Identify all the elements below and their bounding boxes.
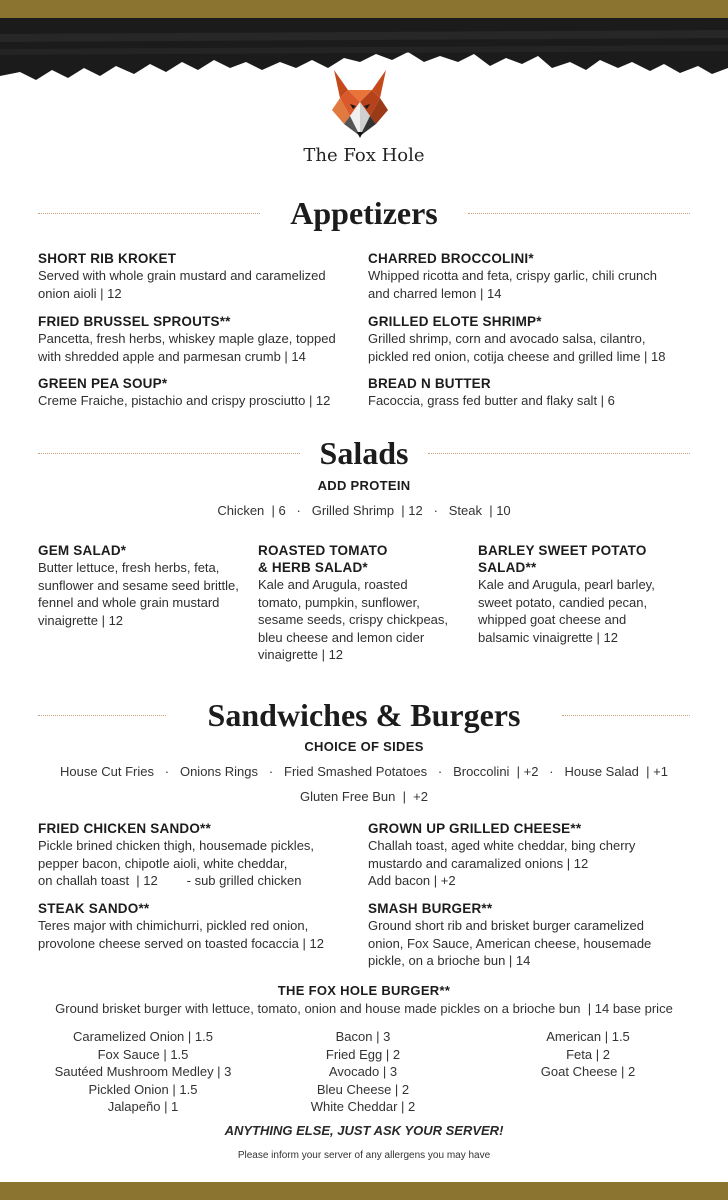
item-description: bleu cheese and lemon cider [258, 629, 425, 645]
item-name: FRIED CHICKEN SANDO** [38, 821, 211, 836]
protein-options: Chicken | 6 · Grilled Shrimp | 12 · Steak | 10 [217, 503, 511, 518]
menu-item [38, 250, 358, 302]
addon-item: White Cheddar | 2 [310, 1099, 416, 1114]
item-description: Grilled shrimp, corn and avocado salsa, cilantro, [368, 331, 646, 346]
item-name: GREEN PEA SOUP* [38, 376, 168, 391]
item-description: Pancetta, fresh herbs, whiskey maple glaze, topped [38, 331, 336, 346]
item-name: GEM SALAD* [38, 543, 127, 558]
item-description: on challah toast | 12 - sub grilled chicken [38, 873, 302, 888]
addon-item: Jalapeño | 1 [107, 1099, 179, 1114]
addon-item: Goat Cheese | 2 [540, 1064, 636, 1079]
brand-name: The Fox Hole [303, 145, 425, 166]
fox-logo-icon [326, 68, 394, 140]
item-description: Kale and Arugula, pearl barley, [478, 577, 655, 592]
item-description: and charred lemon | 14 [368, 285, 502, 301]
item-name: BREAD N BUTTER [368, 376, 491, 391]
item-name: SALAD** [478, 560, 537, 575]
item-description: tomato, pumpkin, sunflower, [258, 594, 420, 610]
addon-item: American | 1.5 [546, 1029, 630, 1044]
gluten-free-option: Gluten Free Bun | +2 [299, 789, 429, 804]
addon-item: Pickled Onion | 1.5 [88, 1081, 198, 1097]
item-description: onion aioli | 12 [38, 285, 122, 301]
menu-item [368, 375, 698, 410]
appetizers-title: Appetizers [290, 195, 438, 231]
sandwiches-title: Sandwiches & Burgers [207, 697, 521, 733]
item-name: GROWN UP GRILLED CHEESE** [368, 821, 582, 836]
item-description: whipped goat cheese and [478, 612, 627, 627]
item-description: Ground short rib and brisket burger caramelized [368, 918, 645, 933]
add-protein-label: ADD PROTEIN [317, 478, 411, 493]
item-description: pepper bacon, chipotle aioli, white cheddar, [38, 855, 288, 871]
addon-item: Bacon | 3 [335, 1029, 391, 1044]
item-description: onion, Fox Sauce, American cheese, housemade [368, 935, 652, 951]
addon-item: Caramelized Onion | 1.5 [73, 1029, 213, 1044]
item-description: with shredded apple and parmesan crumb | 14 [38, 348, 306, 364]
menu-item [368, 313, 698, 365]
menu-item [478, 542, 698, 646]
salads-title: Salads [319, 435, 409, 471]
item-name: FRIED BRUSSEL SPROUTS** [38, 314, 231, 329]
item-description: balsamic vinaigrette | 12 [478, 629, 618, 645]
menu-item [38, 820, 358, 890]
sandwiches-heading [38, 695, 690, 735]
top-gold-border [0, 0, 728, 18]
item-name: SMASH BURGER** [368, 901, 493, 916]
item-name: GRILLED ELOTE SHRIMP* [368, 314, 542, 329]
item-description: sweet potato, candied pecan, [478, 594, 648, 610]
menu-item [38, 542, 248, 629]
addons-column [38, 1028, 248, 1116]
divider-line [428, 453, 690, 454]
item-description: fennel and whole grain mustard [38, 595, 220, 610]
addon-item: Bleu Cheese | 2 [316, 1081, 410, 1097]
addon-item: Feta | 2 [566, 1046, 610, 1062]
item-name: SHORT RIB KROKET [38, 251, 177, 266]
addons-column [258, 1028, 468, 1116]
item-description: Creme Fraiche, pistachio and crispy prosciutto | 12 [38, 393, 331, 408]
item-description: Served with whole grain mustard and caramelized [38, 268, 326, 283]
addon-item: Fried Egg | 2 [325, 1046, 401, 1062]
addons-column [478, 1028, 698, 1081]
salads-heading [38, 433, 690, 473]
addon-item: Sautéed Mushroom Medley | 3 [54, 1064, 232, 1079]
item-description: pickled red onion, cotija cheese and grilled lime | 18 [368, 348, 666, 364]
appetizers-heading [38, 193, 690, 233]
sides-options: House Cut Fries · Onions Rings · Fried Smashed Potatoes · Broccolini | +2 · House Salad | +1 [60, 764, 668, 779]
item-description: Butter lettuce, fresh herbs, feta, [38, 560, 220, 575]
item-description: sesame seeds, crispy chickpeas, [258, 612, 449, 627]
menu-item [38, 313, 358, 365]
foxhole-burger-description: Ground brisket burger with lettuce, tomato, onion and house made pickles on a brioche bun | 14 base price [55, 1001, 673, 1016]
item-description: Kale and Arugula, roasted [258, 577, 408, 592]
menu-item [258, 542, 468, 664]
ask-server-note: ANYTHING ELSE, JUST ASK YOUR SERVER! [224, 1123, 504, 1138]
item-description: Add bacon | +2 [368, 873, 456, 888]
item-description: Pickle brined chicken thigh, housemade pickles, [38, 838, 315, 853]
item-description: Facoccia, grass fed butter and flaky salt | 6 [368, 393, 615, 408]
item-description: Teres major with chimichurri, pickled red onion, [38, 918, 309, 933]
allergen-note: Please inform your server of any allergens you may have [237, 1150, 491, 1161]
divider-line [562, 715, 690, 716]
item-name: & HERB SALAD* [258, 560, 368, 575]
menu-item [368, 820, 698, 890]
item-name: STEAK SANDO** [38, 901, 150, 916]
addon-item: Fox Sauce | 1.5 [97, 1046, 189, 1062]
item-description: vinaigrette | 12 [258, 647, 344, 662]
item-description: Challah toast, aged white cheddar, bing cherry [368, 838, 636, 853]
item-name: ROASTED TOMATO [258, 543, 388, 558]
item-description: mustardo and caramalized onions | 12 [368, 855, 589, 871]
item-description: sunflower and sesame seed brittle, [38, 577, 239, 593]
menu-item [38, 900, 358, 952]
bottom-gold-border [0, 1182, 728, 1200]
menu-item [368, 900, 698, 970]
foxhole-burger-name: THE FOX HOLE BURGER** [277, 983, 451, 998]
item-name: BARLEY SWEET POTATO [478, 543, 647, 558]
divider-line [468, 213, 690, 214]
item-description: Whipped ricotta and feta, crispy garlic, chili crunch [368, 268, 658, 283]
item-name: CHARRED BROCCOLINI* [368, 251, 534, 266]
item-description: provolone cheese served on toasted focaccia | 12 [38, 935, 324, 951]
item-description: vinaigrette | 12 [38, 612, 124, 628]
item-description: pickle, on a brioche bun | 14 [368, 953, 531, 968]
menu-item [368, 250, 698, 302]
addon-item: Avocado | 3 [328, 1064, 398, 1079]
choice-of-sides-label: CHOICE OF SIDES [304, 739, 424, 754]
menu-item [38, 375, 358, 410]
